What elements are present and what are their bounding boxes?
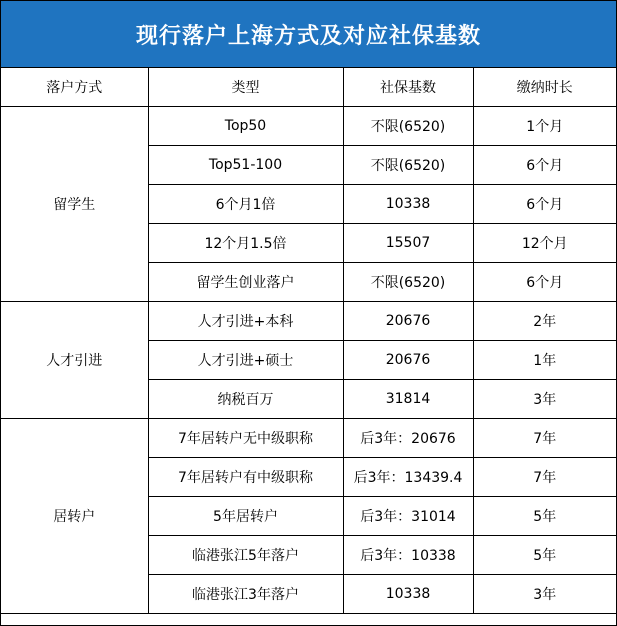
social-security-base-cell: 不限(6520) bbox=[343, 145, 473, 184]
social-security-base-cell: 20676 bbox=[343, 301, 473, 340]
group-name-cell: 留学生 bbox=[1, 106, 148, 301]
type-cell: 7年居转户有中级职称 bbox=[148, 457, 343, 496]
duration-cell: 3年 bbox=[473, 574, 616, 613]
duration-cell: 7年 bbox=[473, 457, 616, 496]
social-security-base-cell: 不限(6520) bbox=[343, 106, 473, 145]
social-security-base-cell: 后3年：10338 bbox=[343, 535, 473, 574]
duration-cell: 7年 bbox=[473, 418, 616, 457]
type-cell: 7年居转户无中级职称 bbox=[148, 418, 343, 457]
header-method: 落户方式 bbox=[1, 68, 148, 106]
duration-cell: 6个月 bbox=[473, 184, 616, 223]
social-security-base-cell: 20676 bbox=[343, 340, 473, 379]
social-security-base-cell: 31814 bbox=[343, 379, 473, 418]
settlement-table bbox=[1, 68, 616, 614]
social-security-base-cell: 10338 bbox=[343, 184, 473, 223]
social-security-base-cell: 10338 bbox=[343, 574, 473, 613]
group-name-cell: 人才引进 bbox=[1, 301, 148, 418]
type-cell: 临港张江3年落户 bbox=[148, 574, 343, 613]
table-row bbox=[1, 301, 616, 340]
social-security-base-cell: 后3年：20676 bbox=[343, 418, 473, 457]
table-body bbox=[1, 106, 616, 613]
type-cell: Top50 bbox=[148, 106, 343, 145]
duration-cell: 6个月 bbox=[473, 262, 616, 301]
duration-cell: 2年 bbox=[473, 301, 616, 340]
social-security-base-cell: 后3年：13439.4 bbox=[343, 457, 473, 496]
duration-cell: 3年 bbox=[473, 379, 616, 418]
social-security-base-cell: 后3年：31014 bbox=[343, 496, 473, 535]
type-cell: 纳税百万 bbox=[148, 379, 343, 418]
table-title: 现行落户上海方式及对应社保基数 bbox=[1, 1, 616, 68]
type-cell: 留学生创业落户 bbox=[148, 262, 343, 301]
type-cell: 6个月1倍 bbox=[148, 184, 343, 223]
group-name-cell: 居转户 bbox=[1, 418, 148, 613]
table-row bbox=[1, 106, 616, 145]
social-security-base-cell: 15507 bbox=[343, 223, 473, 262]
type-cell: 12个月1.5倍 bbox=[148, 223, 343, 262]
duration-cell: 6个月 bbox=[473, 145, 616, 184]
table-row bbox=[1, 418, 616, 457]
header-type: 类型 bbox=[148, 68, 343, 106]
social-security-base-cell: 不限(6520) bbox=[343, 262, 473, 301]
type-cell: 人才引进+硕士 bbox=[148, 340, 343, 379]
type-cell: 人才引进+本科 bbox=[148, 301, 343, 340]
duration-cell: 5年 bbox=[473, 535, 616, 574]
duration-cell: 12个月 bbox=[473, 223, 616, 262]
header-social-security-base: 社保基数 bbox=[343, 68, 473, 106]
duration-cell: 1个月 bbox=[473, 106, 616, 145]
header-row bbox=[1, 68, 616, 106]
header-duration: 缴纳时长 bbox=[473, 68, 616, 106]
type-cell: 5年居转户 bbox=[148, 496, 343, 535]
duration-cell: 1年 bbox=[473, 340, 616, 379]
duration-cell: 5年 bbox=[473, 496, 616, 535]
type-cell: Top51-100 bbox=[148, 145, 343, 184]
type-cell: 临港张江5年落户 bbox=[148, 535, 343, 574]
